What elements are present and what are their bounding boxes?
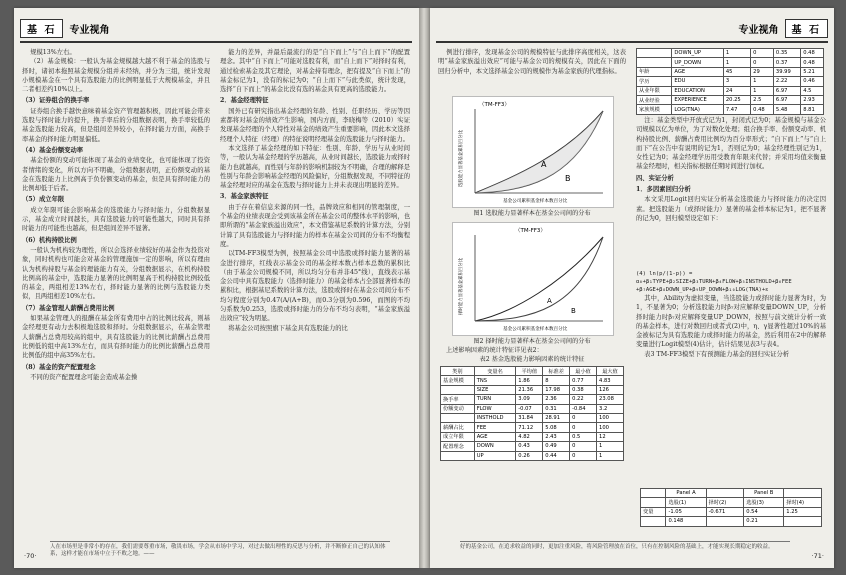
figure-2-uniform-line <box>475 237 603 321</box>
table-cell: LOG(TNA) <box>672 105 723 114</box>
table-cell: FEE <box>474 423 516 432</box>
table-header-row <box>641 489 822 498</box>
table-cell: 家族规模 <box>637 105 672 114</box>
table-cell: 39.99 <box>773 67 800 76</box>
table-row <box>441 442 624 451</box>
left-page-number: ·70· <box>24 552 37 560</box>
table-cell: TNS <box>474 376 516 385</box>
table-cell <box>637 58 672 67</box>
paragraph: 表3 TM-FF3模型下有预测能力基金的回归实证分析 <box>644 350 790 358</box>
table-cell: EDUCATION <box>672 86 723 95</box>
table-cell: 0.35 <box>773 49 800 58</box>
paragraph: 规模13%左右。 <box>30 49 76 56</box>
table-cell: 100 <box>597 423 624 432</box>
table-cell: UP <box>474 451 516 460</box>
paragraph: 一般认为机构较为理性，所以会选择业绩较好的基金作为投资对象，同时机构也可能会对基金的管理施加一定的影响，所以有理由认为机构持股与基金的理能能力有关，分组数据显示，在机构持股比例高的基金中，选股能力显著的比例明显高于机构持股比例较低的基金，两组相差13%左右，择时能力显著的比例与选股能力类似，且两组相差10%左右。 <box>22 246 210 301</box>
table-cell: 100 <box>597 413 624 422</box>
table-cell: 0.22 <box>570 395 597 404</box>
table-row <box>441 404 624 413</box>
figure-1-caption: 图1 选股能力显著样本在基金公司间的分布 <box>473 210 591 217</box>
table-cell: EDU <box>672 77 723 86</box>
paragraph: 基金份额的变动可能体现了基金的业绩变化，也可能体现了投资者情绪的变化，所以方向不明确，分组数据表明，正份额变动的基金在选股能力上比例高于负份额变动的基金，但是具有择时能力的比例却低于后者。 <box>22 157 210 193</box>
table-cell: 0.31 <box>543 404 570 413</box>
paragraph: 成立年限可能会影响基金的选股能力与择时能力，分组数据显示，基金成立时间越长，具有选股能力的可能性越大，同时具有择时能力的可能性也越高，但是组间差异不显著。 <box>22 206 210 233</box>
figure-2-tag: （TM-FF3） <box>515 228 546 234</box>
table-row <box>441 413 624 422</box>
table-row <box>637 49 824 58</box>
table-cell: 0 <box>570 451 597 460</box>
table-cell: 0.37 <box>773 58 800 67</box>
table-cell: 0.21 <box>744 517 784 526</box>
right-header <box>733 16 828 40</box>
table-cell: 0.43 <box>516 442 543 451</box>
table-header-cell <box>784 489 822 498</box>
table-cell: 变量 <box>641 507 666 516</box>
table-cell <box>784 517 822 526</box>
table-cell: 23.08 <box>597 395 624 404</box>
left-page <box>14 8 419 568</box>
paragraph: （2）基金规模：一般认为基金规模越大越不利于基金的选股与择时，诸初本拖照基金规模分组并未经纳，并分为三组，统计发现小规模基金在一个具有选股能力的比例明显低于大规模基金，并且二者相差约10%以上。 <box>22 58 210 94</box>
paragraph: 将基金公司按照旗下基金具有选股能力的比 <box>228 324 348 332</box>
table-cell: 1 <box>751 86 774 95</box>
figure-1-y-label: 选股能力显著基金累积百分比 <box>459 129 464 187</box>
table-cell: 7.47 <box>723 105 750 114</box>
figure-1-label-b: B <box>565 174 571 183</box>
table-header-cell <box>706 489 744 498</box>
left-column-2 <box>220 48 410 333</box>
table-row <box>441 395 624 404</box>
table-cell: 1 <box>723 49 750 58</box>
table-cell: 年龄 <box>637 67 672 76</box>
paragraph: 证券组合换手越快意味着基金资产管理越积极，因此可能会带来选股与择时能力的提升，换手率后的分组数据表明，换手率较低的基金选股能力较高，但是组间差异较小，在择时能力方面，高换手率基金的择时能力明显偏低。 <box>22 107 210 143</box>
table-cell: 0.54 <box>744 507 784 516</box>
right-page <box>430 8 834 568</box>
table-cell: 2.93 <box>801 95 824 104</box>
table-header-cell: Panel B <box>744 489 784 498</box>
table-cell: 1 <box>723 58 750 67</box>
table-cell: 基金规模 <box>441 376 475 385</box>
table-cell: 换手率 <box>441 395 475 404</box>
table-cell: 学历 <box>637 77 672 86</box>
right-page-number: ·71· <box>811 552 824 560</box>
table-cell: 成立年限 <box>441 432 475 441</box>
figure-2-caption: 图2 择时能力显著样本在基金公司间的分布 <box>473 338 591 345</box>
paragraph: 其中，Ability为虚拟变量，当选股能力或择时能力显著为时，为1，不显著为0；分析选股能力时β₇对应解释变量DOWN_UP，分析择时能力时β₇对应解释变量UP_DOWN，按照与前文统计分析一致的基金样本，进行对数回归或者式(2)中，η、γ显著性超过10%的基金被标记为具有选股能力或择时能力的基金，然后利用在2中的解释变量进行Logit模型(4)估计，估计结果见表3与表4。 <box>636 295 826 349</box>
table-cell: FLOW <box>474 404 516 413</box>
paragraph: 注：基金类型中开放式记为1，封闭式记为0；基金规模与基金公司规模以亿为单位，为了对数化处理；组合换手率、份额变动率、机构持股比例、薪酬占费用比例均为百分率形式；“自下而上”与“自上而下”在公告中有说明的记为1，否则记为0；基金经理性别记为1，女性记为0；基金经理学历用受教育年限来代替；并采用均值来衡量基金经理时，相关指标根据任期时间进行加权。 <box>636 117 826 171</box>
table-cell: 5.21 <box>801 67 824 76</box>
table-row <box>641 507 822 516</box>
table-cell: 配置理念 <box>441 442 475 451</box>
table-cell: 2.22 <box>773 77 800 86</box>
table-cell: 择时(4) <box>784 498 822 507</box>
table-header-cell: Panel A <box>666 489 706 498</box>
table-cell: 20.25 <box>723 95 750 104</box>
table-cell: 0.48 <box>751 105 774 114</box>
table-header-cell: 标准差 <box>543 367 570 376</box>
table-cell: 45 <box>723 67 750 76</box>
table-cell: 1 <box>597 442 624 451</box>
paragraph: 例进行排序，发现基金公司的规模特征与此排序高度相关，这表明“基金家族溢出效应”可能与基金公司的规模有关，因此在下面的回归分析中，本文选择基金公司的规模作为基金家族的代理指标。 <box>438 49 626 75</box>
table-cell: 0.48 <box>801 58 824 67</box>
right-footer-quote: 好的基金公司，在追求收益的同时，更加注重风险，将风险管理放在首位，只有在控制风险的基础上，才能实现长期稳定的收益。 <box>460 541 790 564</box>
figure-1-tag: （TM-FF3） <box>479 102 510 108</box>
table-cell: 0.5 <box>570 432 597 441</box>
table-row <box>441 451 624 460</box>
table-header-row <box>441 367 624 376</box>
figure-1-label-a: A <box>541 160 547 169</box>
left-column-1 <box>22 48 210 382</box>
table-cell <box>637 49 672 58</box>
paragraph: 如果基金管理人的报酬在基金所有费用中占的比例比较高，则基金经理更有动力去积极地选股和择时。分组数据显示，在基金管理人薪酬占总费用较高的组中，具有选股能力的比例比薪酬占总费用比例低的组中高13%左右，而具有择时能力的比例比薪酬占总费用比例低的组中高35%左右。 <box>22 315 210 360</box>
paragraph: 由于存在着信息来源的同一性，品牌效应和相同的管理制度，一个基金的业绩表现会受到该基金所在基金公司的整体水平的影响，也即所谓的“基金家族溢出效应”，本文借鉴基尼系数的计算方法，分别计算了具有选股能力与择时能力的样本在基金公司间的分布不均衡程度。 <box>220 203 410 248</box>
section-heading: （5）成立年限 <box>22 196 65 204</box>
section-heading: （3）证券组合的换手率 <box>22 97 90 105</box>
table-cell <box>706 517 744 526</box>
table-cell: 选股(3) <box>744 498 784 507</box>
table-cell: 0 <box>751 49 774 58</box>
table-cell: 5.48 <box>773 105 800 114</box>
table-cell: TURN <box>474 395 516 404</box>
table-cell: 28.91 <box>543 413 570 422</box>
paragraph: 不同的资产配置理念可能会造成基金操 <box>30 373 138 381</box>
left-header-section: 专业视角 <box>69 24 110 36</box>
table-cell <box>441 385 475 394</box>
table-cell: 8 <box>543 376 570 385</box>
right-header-logo: 基 石 <box>785 19 828 38</box>
table-cell: INSTHOLD <box>474 413 516 422</box>
table-cell: 71.12 <box>516 423 543 432</box>
table-cell: UP_DOWN <box>672 58 723 67</box>
table-cell: 21.36 <box>516 385 543 394</box>
table-cell: 0 <box>751 58 774 67</box>
table-row <box>441 423 624 432</box>
table-cell: 5.08 <box>543 423 570 432</box>
section-heading: 1．多因素回归分析 <box>636 186 691 194</box>
table-cell: 1 <box>751 77 774 86</box>
table-cell: 6.97 <box>773 86 800 95</box>
table-cell: 12 <box>597 432 624 441</box>
table-cell: 0.48 <box>801 49 824 58</box>
table-cell: -0.671 <box>706 507 744 516</box>
table-row <box>637 77 824 86</box>
table-cell <box>441 451 475 460</box>
table-cell: 4.83 <box>597 376 624 385</box>
table-header-cell: 变量名 <box>474 367 516 376</box>
section-heading: （4）基金份额变动率 <box>22 146 84 154</box>
book-gutter <box>419 8 430 568</box>
table-cell: 0.49 <box>543 442 570 451</box>
right-header-section: 专业视角 <box>738 24 779 36</box>
table-cell: 3.2 <box>597 404 624 413</box>
figure-2-y-label: 择时能力显著基金累积百分比 <box>459 257 464 315</box>
table-3 <box>640 488 822 527</box>
section-heading: （8）基金的资产配置理念 <box>22 363 96 371</box>
left-header-logo: 基 石 <box>20 19 63 38</box>
left-header-rule <box>20 41 412 43</box>
table-header-cell: 平均值 <box>516 367 543 376</box>
table-cell: 17.98 <box>543 385 570 394</box>
table-cell: 24 <box>723 86 750 95</box>
table-cell: 126 <box>597 385 624 394</box>
table-row <box>441 385 624 394</box>
table-cell: 31.84 <box>516 413 543 422</box>
table-row <box>441 376 624 385</box>
table-cell: 从业年限 <box>637 86 672 95</box>
table-cell: 0 <box>570 413 597 422</box>
paragraph: 以TM-FF3模型为例，按照基金公司中选股或择时能力显著的基金进行排序，红线表示基金公司的基金样本数占样本总数的累积比（由于基金公司规模不同，所以均匀分布并非45°线），直线表示基金公司中具有选股能力（选择时能力）的基金样本占全部显著样本的累积比，根据基尼系数的计算方法，选股或择时在基金公司间分布不均匀程度分别为0.47(A/(A+B)，而0.3分别为0.596，而图的不均匀系数为0.253，选股或择时能力的分布不均匀表明，“基金家族溢出效应”较为明显。 <box>220 250 410 323</box>
table-cell: 6.97 <box>773 95 800 104</box>
table-cell: 29 <box>751 67 774 76</box>
table-cell: 3.09 <box>516 395 543 404</box>
table-cell: 0.46 <box>801 77 824 86</box>
table-header-cell: 最小值 <box>570 367 597 376</box>
table-2-continued <box>636 48 824 115</box>
table-cell: SIZE <box>474 385 516 394</box>
right-header-rule <box>436 41 828 43</box>
table-row <box>637 67 824 76</box>
table-cell: DOWN <box>474 442 516 451</box>
table-row <box>637 86 824 95</box>
table-cell: -0.84 <box>570 404 597 413</box>
table-header-cell: 类别 <box>441 367 475 376</box>
regression-formula <box>636 270 826 294</box>
table-cell: 1.25 <box>784 507 822 516</box>
right-column-2 <box>636 116 826 223</box>
paragraph: 本文选择了基金经理的如下特征：性别、年龄、学历与从业时间等，一般认为基金经理的学历越高，从业时间越长，选股能力或择时能力也就越高，而性别与年龄的影响机制较为不明确，合理的解释是性别与年龄会影响基金经理的风险偏好，分组数据发现，不同特征的基金经理对应的基金在选股与择时能力上并未表现出明显的差异。 <box>220 144 410 190</box>
table-cell: AGE <box>474 432 516 441</box>
figure-2-label-a: A <box>547 297 552 305</box>
table-cell: 2.5 <box>751 95 774 104</box>
figure-2-chart <box>452 222 614 336</box>
section-heading: 四、实证分析 <box>636 174 674 182</box>
table-row <box>637 58 824 67</box>
table-cell: 0.148 <box>666 517 706 526</box>
table-cell: 0.77 <box>570 376 597 385</box>
left-header <box>20 16 115 40</box>
table-cell: 4.5 <box>801 86 824 95</box>
table-cell: 择时(2) <box>706 498 744 507</box>
table-cell: 3 <box>723 77 750 86</box>
table-cell: 选股(1) <box>666 498 706 507</box>
right-column-2-after-formula <box>636 294 826 359</box>
table-cell: -0.07 <box>516 404 543 413</box>
table-row <box>641 517 822 526</box>
section-heading: 2．基金经理特征 <box>220 97 269 105</box>
paragraph: 能力的差异，并最后最流行的是“自下而上”与“自上而下”的配置理念。其中“自下而上”可能对选股有利，而“自上而下”对择时有利，通过检索基金及其它理论，对基金持有理念，把有提及“自下而上”的基金标记为1，没有的标记为0；“自上而下”与此类似，统计发现，选择“自下而上”的基金比没有选的基金具有更高的选股能力。 <box>220 49 410 94</box>
table-cell: AGE <box>672 67 723 76</box>
table-row <box>637 105 824 114</box>
table-row <box>637 95 824 104</box>
table-cell: 0.44 <box>543 451 570 460</box>
table-cell <box>641 517 666 526</box>
table-cell: 2.36 <box>543 395 570 404</box>
table-cell <box>441 413 475 422</box>
figure-2-lorenz-curve <box>475 237 603 321</box>
left-footer-quote: 人在市场里是非常小的存在，我们需要尊重市场，敬畏市场，学会从市场中学习，对过去做出理性的反思与分析，并不断修正自己的认知体系，这样才能在市场中立于不败之地。—— <box>50 541 390 564</box>
table-cell: 0 <box>570 442 597 451</box>
table-cell: 0.38 <box>570 385 597 394</box>
table-row <box>441 432 624 441</box>
table-cell: 1.86 <box>516 376 543 385</box>
figure-1-chart <box>452 96 614 208</box>
section-heading: （6）机构持股比例 <box>22 236 77 244</box>
table-cell: EXPERIENCE <box>672 95 723 104</box>
table-cell: -1.05 <box>666 507 706 516</box>
table-cell: 8.81 <box>801 105 824 114</box>
table-cell: 0 <box>570 423 597 432</box>
formula-line-2: +β₇AGE+β₈DOWN_UP+β₉UP_DOWN+β₁₀LOG(TNA)+ε <box>636 287 769 293</box>
table-2-intro: 上述影响因素的统计特征详见表2： <box>446 347 543 354</box>
figure-1-x-label: 基金公司累积基金样本数百分比 <box>503 199 568 204</box>
section-heading: 3．基金家族特征 <box>220 193 269 201</box>
table-cell: 薪酬占比 <box>441 423 475 432</box>
table-header-cell <box>641 489 666 498</box>
table-2 <box>440 366 624 461</box>
paragraph: 国外已有研究指出基金经理的年龄、性别、任职经历、学历等因素都将对基金的绩效产生影响，国内方面，李晓梅等（2010）实证发现基金经理的个人特性对基金的绩效产生重要影响，因此本文选择经理个人特征（经理）的特征说明经理基金的选股能力与择时能力。 <box>220 107 410 143</box>
table-row <box>641 498 822 507</box>
table-cell: 1 <box>597 451 624 460</box>
table-header-cell: 最大值 <box>597 367 624 376</box>
formula-line-1: (4) ln(p/(1-p)) = α₀+β₁TYPE+β₂SIZE+β₃TURN+β₄FLOW+β₅INSTHOLD+β₆FEE <box>636 271 792 285</box>
paragraph: 本文采用Logit回归实证分析基金选股能力与择时能力的决定因素。把选股能力（或择时能力）显著的基金样本标记为1，把不显著的记为0，回归模型设定如下： <box>636 196 826 222</box>
table-cell: 从业经验 <box>637 95 672 104</box>
figure-1-area-a <box>475 111 603 193</box>
table-cell: 0.26 <box>516 451 543 460</box>
table-cell: 4.82 <box>516 432 543 441</box>
section-heading: （7）基金管理人薪酬占费用比例 <box>22 304 115 312</box>
table-cell <box>641 498 666 507</box>
figure-2-label-b: B <box>571 307 576 315</box>
right-column-1-intro <box>438 48 626 76</box>
figure-2-x-label: 基金公司累积基金样本数百分比 <box>503 327 568 332</box>
table-cell: 2.43 <box>543 432 570 441</box>
table-2-title: 表2 基金选股能力影响因素的统计特征 <box>479 356 585 363</box>
table-cell: DOWN_UP <box>672 49 723 58</box>
table-cell: 份额变动 <box>441 404 475 413</box>
